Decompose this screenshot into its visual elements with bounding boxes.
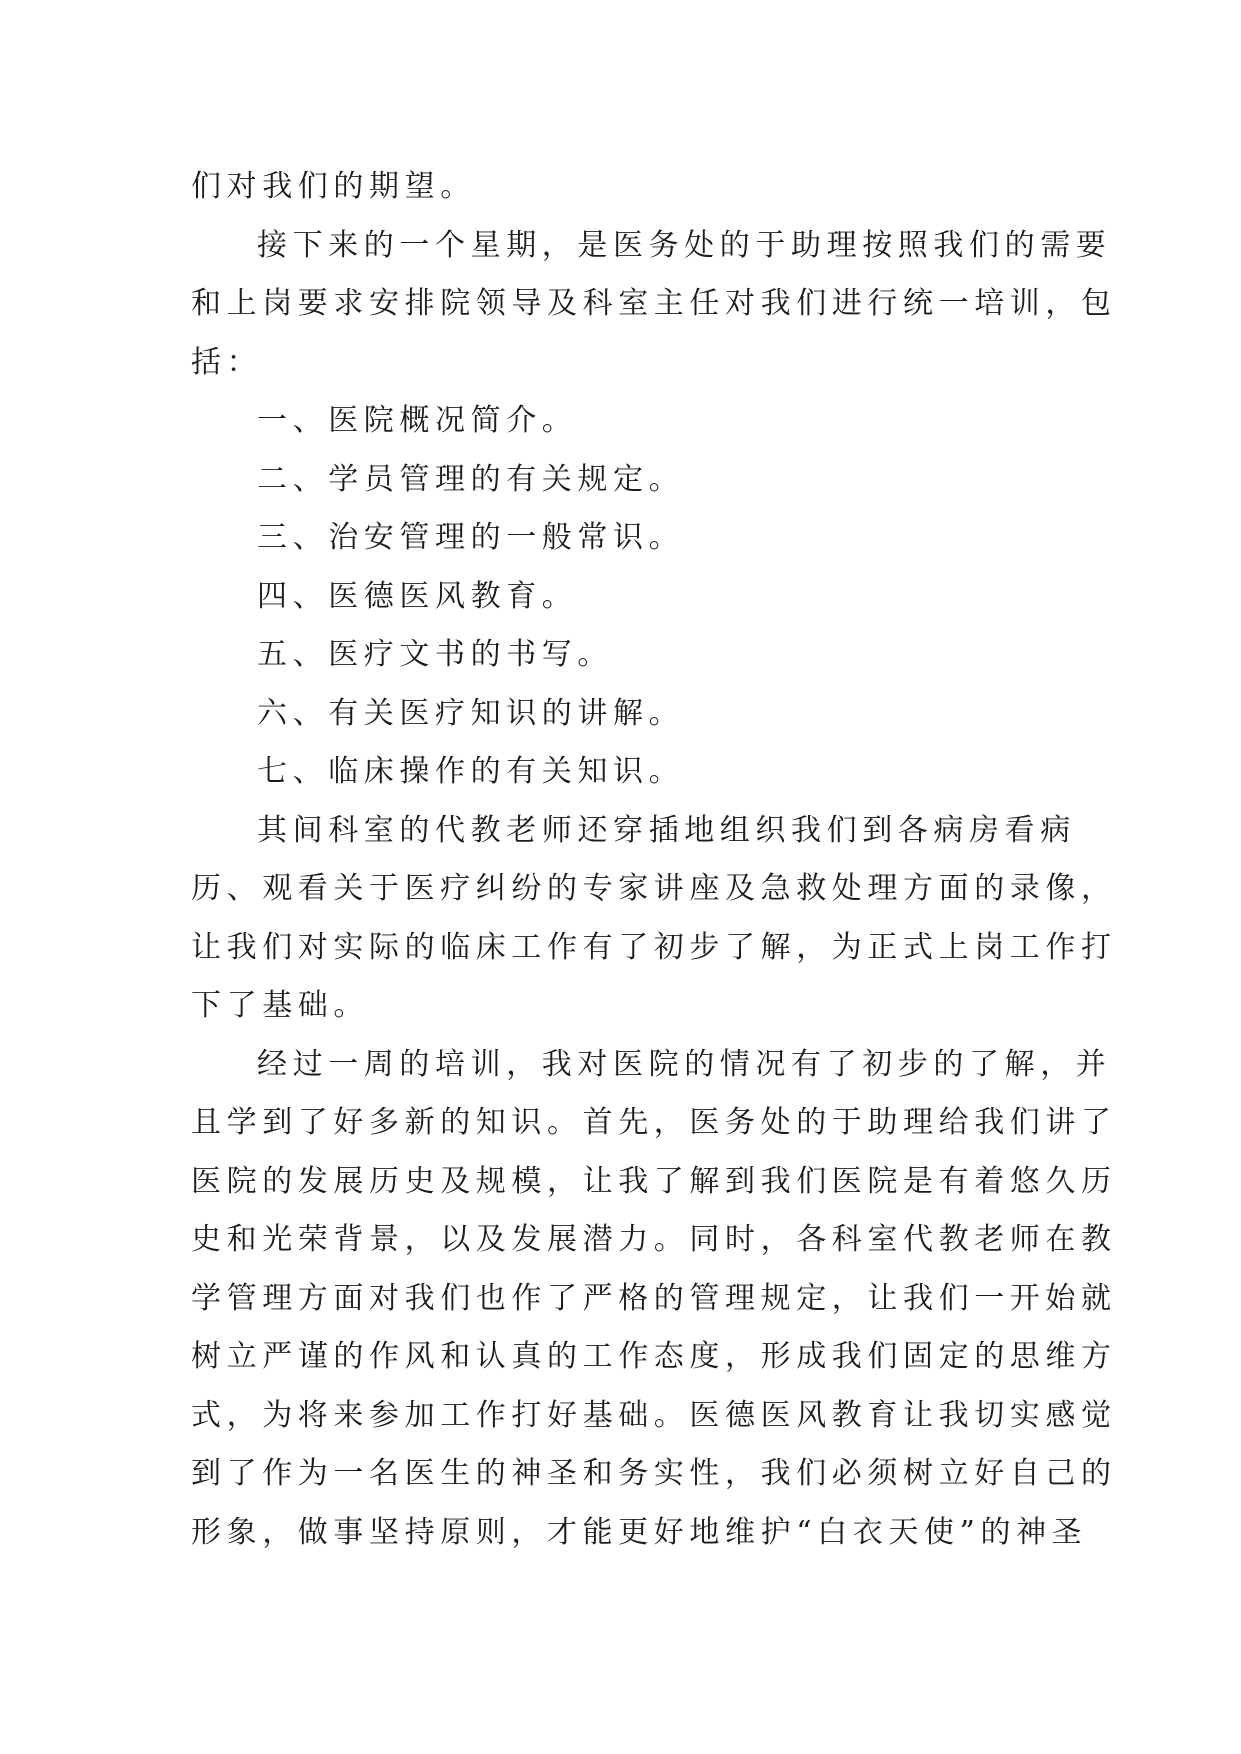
text-line: 学管理方面对我们也作了严格的管理规定，让我们一开始就 <box>191 1280 1117 1316</box>
text-line: 五、医疗文书的书写。 <box>257 637 613 672</box>
text-line: 经过一周的培训，我对医院的情况有了初步的了解，并 <box>257 1046 1112 1082</box>
text-line: 二、学员管理的有关规定。 <box>257 461 685 497</box>
document-body <box>191 158 1117 1562</box>
text-line: 和上岗要求安排院领导及科室主任对我们进行统一培训，包 <box>191 286 1117 321</box>
text-line: 医院的发展历史及规模，让我了解到我们医院是有着悠久历 <box>191 1163 1117 1199</box>
text-line: 让我们对实际的临床工作有了初步了解，为正式上岗工作打 <box>191 929 1117 965</box>
text-line: 下了基础。 <box>191 988 369 1023</box>
text-line: 且学到了好多新的知识。首先，医务处的于助理给我们讲了 <box>191 1105 1117 1140</box>
text-line: 三、治安管理的一般常识。 <box>257 520 685 555</box>
text-line: 接下来的一个星期，是医务处的于助理按照我们的需要 <box>257 227 1112 263</box>
text-line: 一、医院概况简介。 <box>257 403 578 438</box>
text-line: 括： <box>191 344 263 380</box>
text-line: 六、有关医疗知识的讲解。 <box>257 695 685 731</box>
text-line: 形象，做事坚持原则，才能更好地维护“白衣天使”的神圣 <box>191 1514 1088 1550</box>
text-line: 到了作为一名医生的神圣和务实性，我们必须树立好自己的 <box>191 1456 1117 1491</box>
text-line: 们对我们的期望。 <box>191 169 476 204</box>
text-line: 树立严谨的作风和认真的工作态度，形成我们固定的思维方 <box>191 1339 1117 1374</box>
text-line: 其间科室的代教老师还穿插地组织我们到各病房看病 <box>257 812 1076 848</box>
text-line: 史和光荣背景，以及发展潜力。同时，各科室代教老师在教 <box>191 1222 1117 1257</box>
text-line: 式，为将来参加工作打好基础。医德医风教育让我切实感觉 <box>191 1397 1117 1433</box>
text-line: 四、医德医风教育。 <box>257 578 578 614</box>
text-line: 历、观看关于医疗纠纷的专家讲座及急救处理方面的录像， <box>191 871 1117 906</box>
text-line: 七、临床操作的有关知识。 <box>257 754 685 789</box>
